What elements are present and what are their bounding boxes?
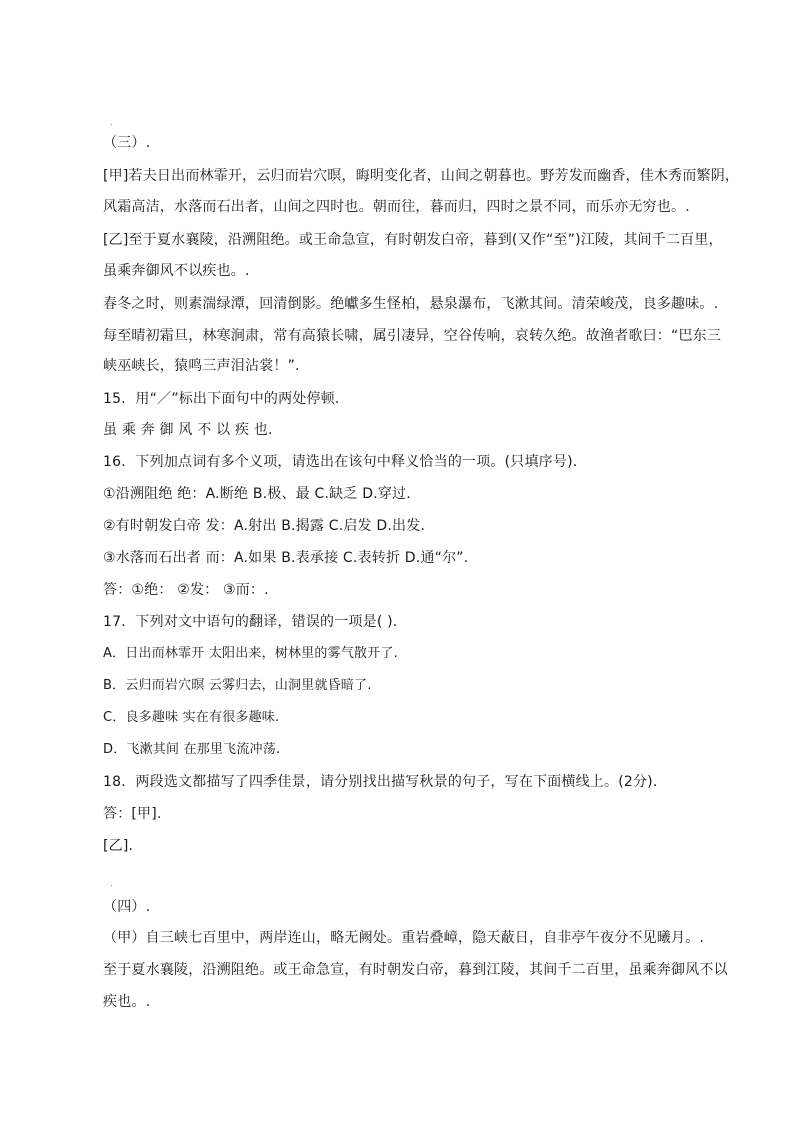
question-18-answer-jia: 答：[甲]. xyxy=(103,806,162,822)
question-17-option-c: C．良多趣味 实在有很多趣味. xyxy=(103,710,280,725)
passage-jia-sanxia-line-1: （甲）自三峡七百里中，两岸连山，略无阙处。重岩叠嶂，隐天蔽日，自非亭午夜分不见曦月。. xyxy=(103,930,705,946)
question-18-answer-yi: [乙]. xyxy=(103,838,134,854)
question-16-item-1: ①沿溯阻绝 绝：A.断绝 B.极、最 C.缺乏 D.穿过. xyxy=(103,486,411,502)
paragraph-marker: . xyxy=(110,879,113,889)
question-17-option-d: D．飞漱其间 在那里飞流冲荡. xyxy=(103,742,281,757)
passage-jia-sanxia-line-2: 至于夏水襄陵，沿溯阻绝。或王命急宣，有时朝发白帝，暮到江陵，其间千二百里，虽乘奔御风不以 xyxy=(103,962,728,978)
question-16-answer: 答：①绝： ②发： ③而：. xyxy=(103,582,269,598)
passage-yi-line-4: 每至晴初霜旦，林寒涧肃，常有高猿长啸，属引凄异，空谷传响，哀转久绝。故渔者歌曰：“巴东三 xyxy=(103,328,722,344)
question-16-item-2: ②有时朝发白帝 发：A.射出 B.揭露 C.启发 D.出发. xyxy=(103,518,426,534)
section-heading-4: （四）. xyxy=(103,899,151,915)
passage-yi-line-3: 春冬之时，则素湍绿潭，回清倒影。绝巘多生怪柏，悬泉瀑布，飞漱其间。清荣峻茂，良多趣味。. xyxy=(103,296,719,312)
paragraph-marker: . xyxy=(110,118,113,128)
question-16: 16．下列加点词有多个义项，请选出在该句中释义恰当的一项。(只填序号). xyxy=(103,454,578,470)
question-17-option-b: B．云归而岩穴暝 云雾归去，山洞里就昏暗了. xyxy=(103,678,372,693)
question-18: 18．两段选文都描写了四季佳景，请分别找出描写秋景的句子，写在下面横线上。(2分). xyxy=(103,774,658,790)
passage-jia-line-1: [甲]若夫日出而林霏开，云归而岩穴暝，晦明变化者，山间之朝暮也。野芳发而幽香，佳木秀而繁阴， xyxy=(103,168,740,184)
passage-jia-line-2: 风霜高洁，水落而石出者，山间之四时也。朝而往，暮而归，四时之景不同，而乐亦无穷也。. xyxy=(103,199,690,215)
section-heading-3: （三）. xyxy=(103,135,151,151)
passage-yi-line-2: 虽乘奔御风不以疾也。. xyxy=(103,263,250,279)
passage-jia-sanxia-line-3: 疾也。. xyxy=(103,994,151,1010)
question-17-option-a: A．日出而林霏开 太阳出来，树林里的雾气散开了. xyxy=(103,646,398,661)
passage-yi-line-1: [乙]至于夏水襄陵，沿溯阻绝。或王命急宣，有时朝发白帝，暮到(又作“至”)江陵，其间千二百里， xyxy=(103,232,723,248)
question-16-item-3: ③水落而石出者 而：A.如果 B.表承接 C.表转折 D.通“尔”. xyxy=(103,550,469,566)
question-15-sentence: 虽 乘 奔 御 风 不 以 疾 也. xyxy=(103,422,273,438)
question-15: 15．用“／”标出下面句中的两处停顿. xyxy=(103,391,340,407)
passage-yi-line-5: 峡巫峡长，猿鸣三声泪沾裳！”. xyxy=(103,358,300,374)
question-17: 17．下列对文中语句的翻译，错误的一项是( ). xyxy=(103,614,398,630)
